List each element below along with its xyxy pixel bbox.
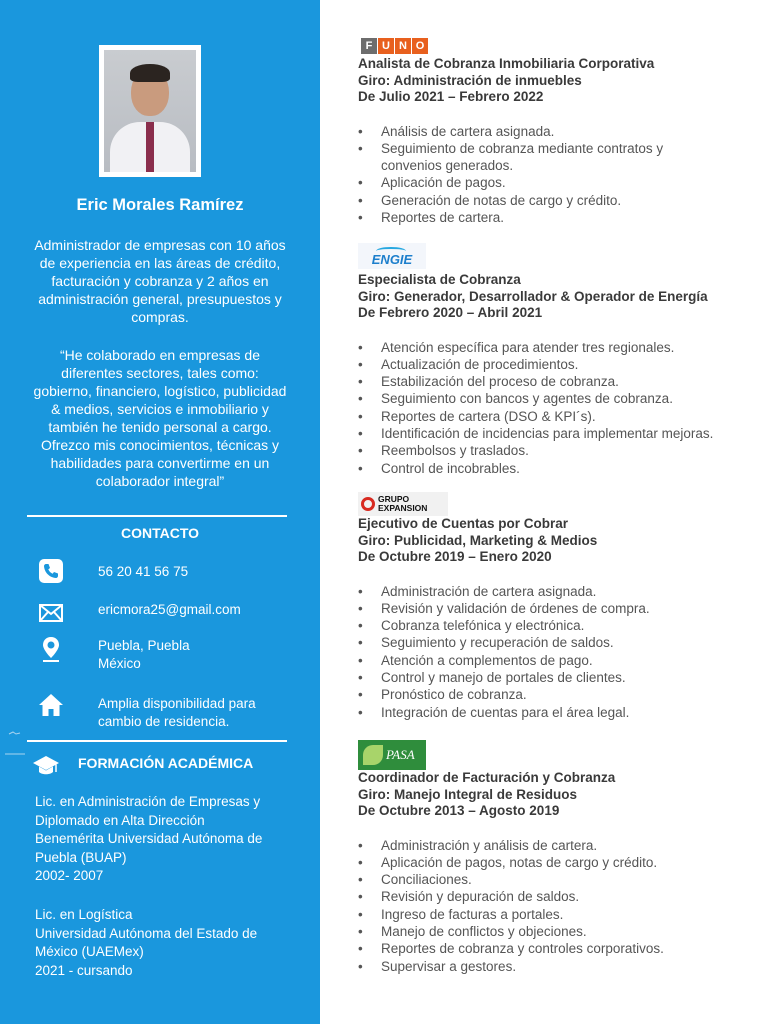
education-line: 2021 - cursando (35, 962, 133, 978)
contact-availability (98, 695, 256, 731)
job-dates: De Octubre 2019 – Enero 2020 (358, 549, 552, 564)
task-item: • Supervisar a gestores. (358, 958, 758, 975)
task-item: • Análisis de cartera asignada. (358, 123, 758, 140)
expansion-logo-mark (361, 497, 375, 511)
funo-logo-letter: O (412, 38, 428, 54)
task-item: • Reportes de cartera. (358, 209, 758, 226)
pasa-logo-text: PASA (386, 747, 415, 762)
task-item: • Revisión y validación de órdenes de compra. (358, 600, 758, 617)
job-title: Especialista de Cobranza (358, 272, 521, 287)
task-item: • Estabilización del proceso de cobranza. (358, 373, 758, 390)
task-item: • Conciliaciones. (358, 871, 758, 888)
engie-logo (358, 243, 426, 269)
funo-logo-letter: F (361, 38, 377, 54)
task-item: • Integración de cuentas para el área legal. (358, 704, 758, 721)
education-entry (35, 906, 305, 980)
home-icon (38, 692, 64, 718)
task-item: • Aplicación de pagos, notas de cargo y crédito. (358, 854, 758, 871)
availability-line: cambio de residencia. (98, 714, 230, 729)
profile-summary: Administrador de empresas con 10 años de experiencia en las áreas de crédito, facturación y cobranza y 2 años en administración general, presupuestos y compras. (34, 237, 286, 325)
task-item: • Revisión y depuración de saldos. (358, 888, 758, 905)
job-entry (358, 740, 758, 975)
task-item: • Generación de notas de cargo y crédito. (358, 192, 758, 209)
sidebar (0, 0, 320, 1024)
job-tasks (358, 339, 758, 477)
education-line: Universidad Autónoma del Estado de (35, 925, 258, 941)
education-line: México (UAEMex) (35, 944, 144, 959)
job-dates: De Febrero 2020 – Abril 2021 (358, 305, 543, 320)
section-divider (27, 515, 287, 517)
education-line: Lic. en Logística (35, 907, 133, 922)
task-item: • Reportes de cobranza y controles corporativos. (358, 940, 758, 957)
task-item: • Administración y análisis de cartera. (358, 837, 758, 854)
task-item: • Seguimiento de cobranza mediante contratos y (358, 140, 758, 157)
pasa-logo-leaf (363, 745, 383, 765)
education-heading: FORMACIÓN ACADÉMICA (78, 755, 254, 771)
person-name: Eric Morales Ramírez (76, 196, 244, 214)
job-tasks (358, 837, 758, 975)
task-item: • Ingreso de facturas a portales. (358, 906, 758, 923)
task-item: • Pronóstico de cobranza. (358, 686, 758, 703)
funo-logo-letter: N (395, 38, 411, 54)
task-item: • Cobranza telefónica y electrónica. (358, 617, 758, 634)
task-item: • Seguimiento con bancos y agentes de cobranza. (358, 390, 758, 407)
job-dates: De Julio 2021 – Febrero 2022 (358, 89, 544, 104)
education-line: Benemérita Universidad Autónoma de (35, 831, 263, 846)
job-entry (358, 243, 758, 477)
expansion-logo-line: GRUPO (378, 494, 410, 504)
task-item: • Aplicación de pagos. (358, 174, 758, 191)
expansion-logo-text (378, 495, 427, 513)
contact-location (98, 637, 190, 673)
contact-email[interactable]: ericmora25@gmail.com (98, 602, 241, 617)
funo-logo-letter: U (378, 38, 394, 54)
job-tasks (358, 123, 758, 227)
task-item: • Actualización de procedimientos. (358, 356, 758, 373)
contact-heading: CONTACTO (120, 525, 200, 541)
task-item: • Manejo de conflictos y objeciones. (358, 923, 758, 940)
engie-logo-text: ENGIE (371, 251, 413, 267)
funo-logo (361, 38, 758, 55)
task-item: • Administración de cartera asignada. (358, 583, 758, 600)
pasa-logo (358, 740, 426, 770)
education-entry (35, 793, 305, 886)
expansion-logo-line: EXPANSION (378, 503, 428, 513)
education-line: Diplomado en Alta Dirección (35, 812, 205, 828)
job-title: Ejecutivo de Cuentas por Cobrar (358, 516, 569, 531)
section-divider (27, 740, 287, 742)
job-tasks (358, 583, 758, 721)
task-item: • Control de incobrables. (358, 460, 758, 477)
task-item-continuation: convenios generados. (381, 158, 514, 174)
profile-photo (99, 45, 201, 177)
graduation-cap-icon (32, 754, 60, 778)
location-city: Puebla, Puebla (98, 638, 190, 653)
job-entry (358, 492, 758, 721)
contact-phone[interactable]: 56 20 41 56 75 (98, 564, 189, 579)
education-line: 2002- 2007 (35, 868, 104, 883)
location-country: México (98, 656, 141, 671)
task-item: • Identificación de incidencias para implementar mejoras. (358, 425, 758, 442)
job-sector: Giro: Administración de inmuebles (358, 72, 582, 88)
job-title: Coordinador de Facturación y Cobranza (358, 770, 616, 785)
decorative-marks (3, 728, 27, 758)
job-sector: Giro: Publicidad, Marketing & Medios (358, 532, 598, 548)
phone-icon (38, 558, 64, 584)
grupo-expansion-logo (358, 492, 448, 516)
job-sector: Giro: Manejo Integral de Residuos (358, 786, 578, 802)
location-pin-icon (40, 636, 66, 662)
availability-line: Amplia disponibilidad para (98, 696, 256, 711)
profile-quote: “He colaborado en empresas de diferentes sectores, tales como: gobierno, financiero, logístico, publicidad & medios, servicios e inmobiliario y también he tenido personal a cargo. Ofrezco mis conocimientos, técnicas y habilidades para convertirme en un colaborador integral” (33, 347, 287, 489)
photo-tie (146, 122, 154, 172)
task-item: • Reembolsos y traslados. (358, 442, 758, 459)
task-item: • Control y manejo de portales de clientes. (358, 669, 758, 686)
job-title: Analista de Cobranza Inmobiliaria Corporativa (358, 56, 655, 71)
task-item: • Reportes de cartera (DSO & KPI´s). (358, 408, 758, 425)
job-entry (358, 38, 758, 226)
email-icon (38, 600, 64, 626)
engie-logo-arc (376, 247, 406, 255)
education-line: Lic. en Administración de Empresas y (35, 794, 261, 809)
task-item: • Atención a complementos de pago. (358, 652, 758, 669)
job-sector: Giro: Generador, Desarrollador & Operador de Energía (358, 288, 708, 304)
profile-photo-image (104, 50, 196, 172)
education-line: Puebla (BUAP) (35, 849, 127, 865)
job-dates: De Octubre 2013 – Agosto 2019 (358, 803, 560, 818)
task-item: • Seguimiento y recuperación de saldos. (358, 634, 758, 651)
photo-hair (130, 64, 170, 82)
task-item: • Atención específica para atender tres regionales. (358, 339, 758, 356)
